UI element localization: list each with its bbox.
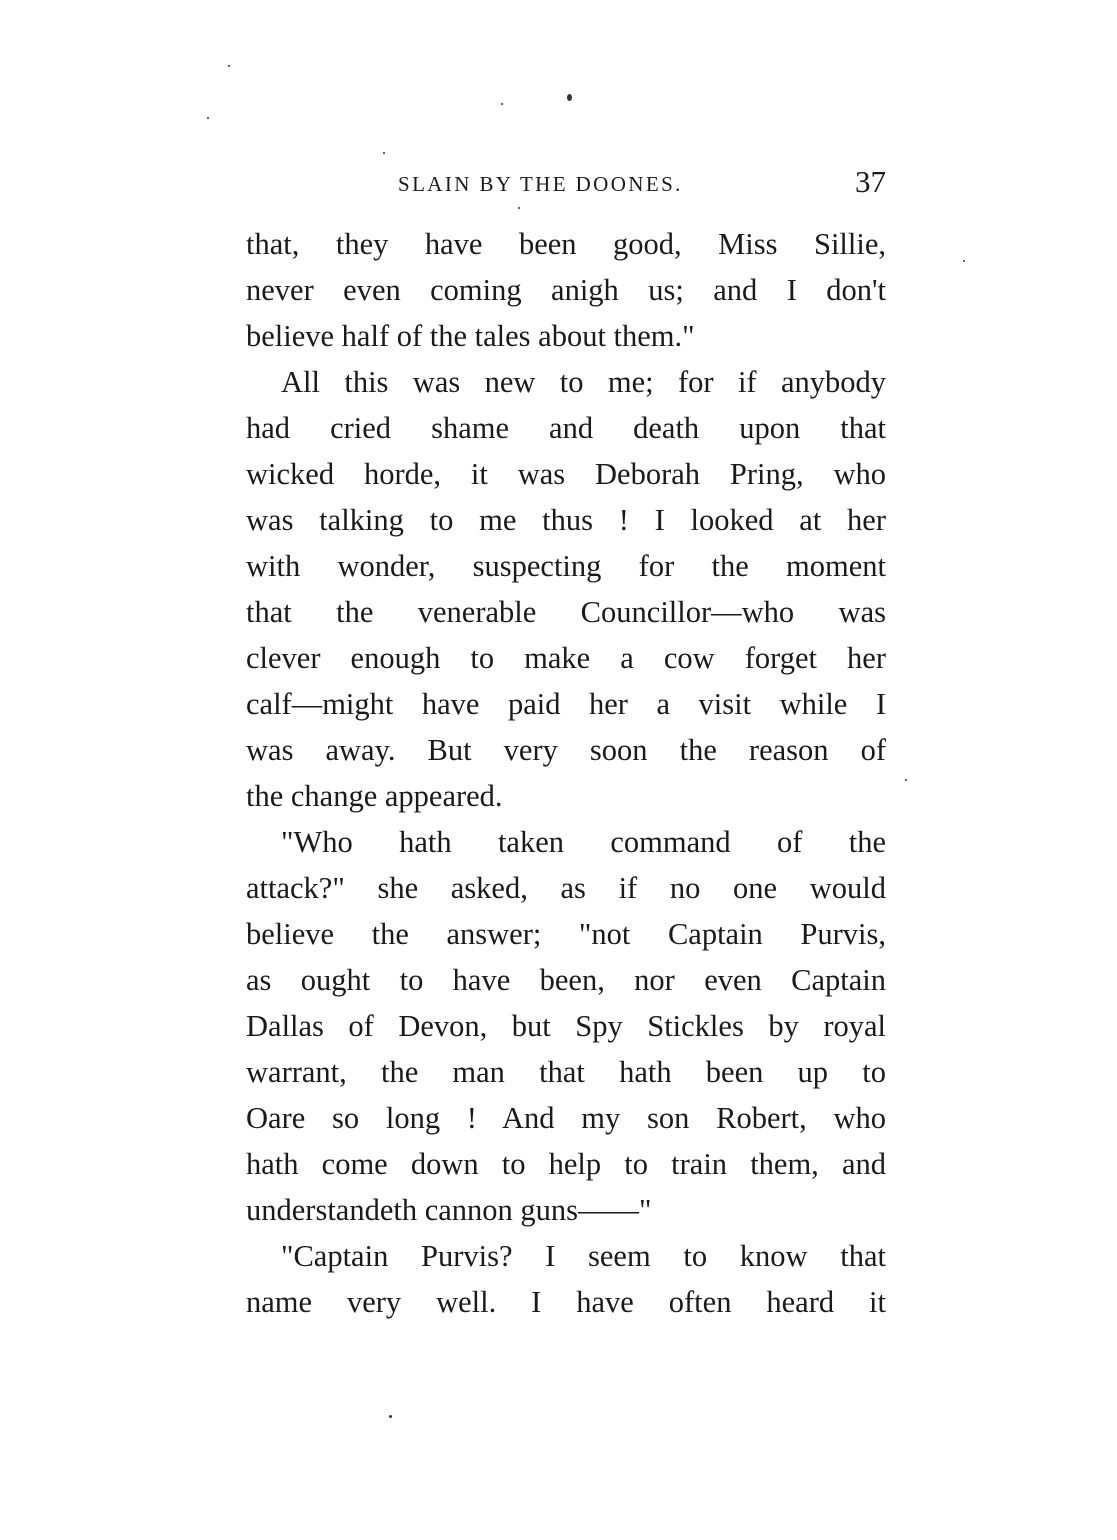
text-line: Dallas of Devon, but Spy Stickles by royal xyxy=(246,1009,886,1043)
text-line: understandeth cannon guns——" xyxy=(246,1193,652,1227)
text-line: believe half of the tales about them." xyxy=(246,319,695,353)
running-title: SLAIN BY THE DOONES. xyxy=(398,172,683,196)
scan-speck xyxy=(207,117,209,119)
body-text xyxy=(246,221,886,1325)
text-line: "Who hath taken command of the xyxy=(281,825,886,859)
text-line: clever enough to make a cow forget her xyxy=(246,641,886,675)
scan-speck xyxy=(518,207,520,209)
text-line: wicked horde, it was Deborah Pring, who xyxy=(246,457,886,491)
text-line: that, they have been good, Miss Sillie, xyxy=(246,227,886,261)
text-line: never even coming anigh us; and I don't xyxy=(246,273,886,307)
text-line: was away. But very soon the reason of xyxy=(246,733,886,767)
scan-speck xyxy=(383,152,385,154)
text-line: that the venerable Councillor—who was xyxy=(246,595,886,629)
text-line: name very well. I have often heard it xyxy=(246,1285,886,1319)
text-line: as ought to have been, nor even Captain xyxy=(246,963,886,997)
text-line: "Captain Purvis? I seem to know that xyxy=(281,1239,886,1273)
scan-speck xyxy=(389,1415,392,1418)
text-line: warrant, the man that hath been up to xyxy=(246,1055,886,1089)
page-number: 37 xyxy=(855,164,886,199)
text-line: was talking to me thus ! I looked at her xyxy=(246,503,886,537)
text-line: Oare so long ! And my son Robert, who xyxy=(246,1101,886,1135)
text-line: the change appeared. xyxy=(246,779,503,813)
text-line: with wonder, suspecting for the moment xyxy=(246,549,886,583)
scan-speck xyxy=(228,65,230,67)
text-line: had cried shame and death upon that xyxy=(246,411,886,445)
scan-speck xyxy=(963,260,965,262)
scan-speck xyxy=(501,103,503,105)
scan-speck xyxy=(905,779,907,781)
running-head xyxy=(246,164,886,204)
text-line: hath come down to help to train them, and xyxy=(246,1147,886,1181)
text-line: All this was new to me; for if anybody xyxy=(281,365,886,399)
text-line: believe the answer; "not Captain Purvis, xyxy=(246,917,886,951)
scan-speck xyxy=(567,94,572,101)
text-line: attack?" she asked, as if no one would xyxy=(246,871,886,905)
text-line: calf—might have paid her a visit while I xyxy=(246,687,886,721)
